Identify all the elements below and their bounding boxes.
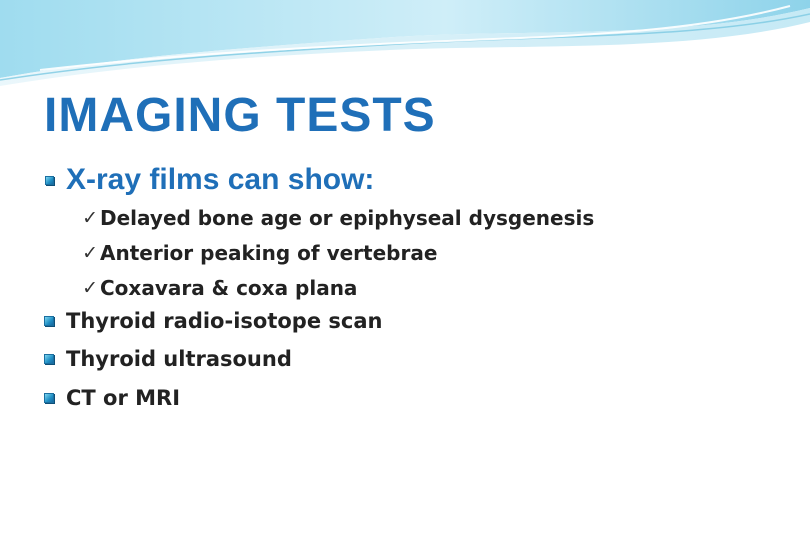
test-item: Thyroid ultrasound [66,347,292,371]
list-item [76,241,437,265]
checkmark-icon: ✓ [82,207,98,229]
xray-heading-item [45,163,374,197]
list-item [44,386,180,410]
square-bullet-icon [45,176,54,185]
xray-finding: Delayed bone age or epiphyseal dysgenesis [100,206,595,230]
checkmark-icon: ✓ [82,277,98,299]
list-item [44,347,292,371]
xray-heading: X-ray films can show: [66,163,375,196]
square-bullet-icon [44,354,54,364]
test-item: Thyroid radio-isotope scan [66,309,383,333]
list-item [76,276,357,300]
list-item [44,309,382,333]
square-bullet-icon [44,316,54,326]
xray-finding: Anterior peaking of vertebrae [100,241,438,265]
page-title: IMAGING TESTS [44,89,436,142]
square-bullet-icon [44,393,54,403]
checkmark-icon: ✓ [82,242,98,264]
xray-finding: Coxavara & coxa plana [100,276,358,300]
list-item [76,206,594,230]
test-item: CT or MRI [66,386,181,410]
